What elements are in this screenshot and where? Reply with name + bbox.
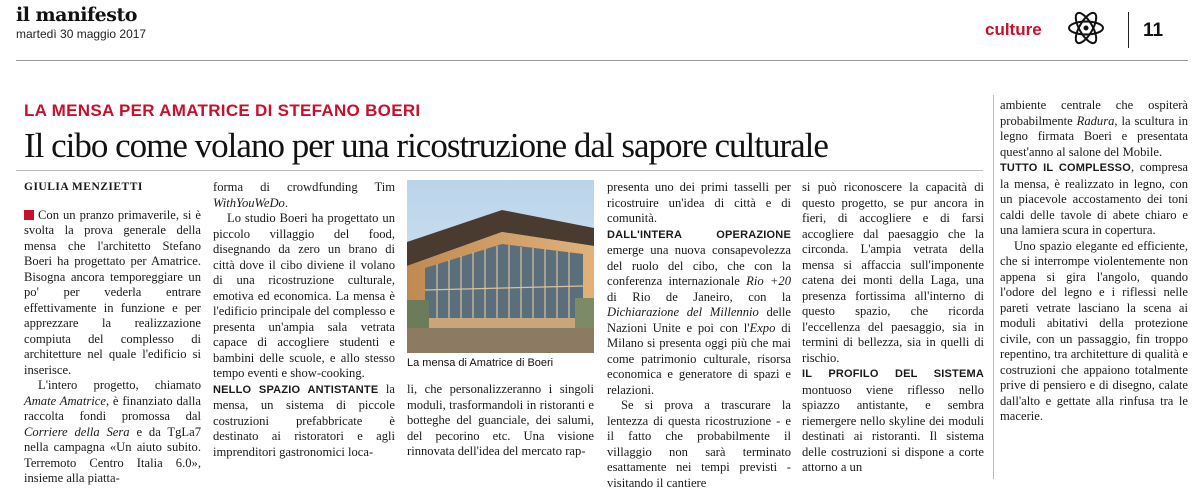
page-number: 11 [1143, 20, 1164, 41]
article-column-3 [407, 382, 594, 479]
article-column-2 [213, 180, 395, 479]
paragraph: li, che personalizzeranno i singoli moduli, trasformandoli in ristoranti e botteghe del guanciale, dei salumi, del pecorino etc. Una visione rinnovata dell'idea del mercato rap- [407, 382, 594, 458]
article-column-6 [1000, 98, 1188, 479]
runin-heading: DALL'INTERA OPERAZIONE [607, 228, 791, 241]
article-kicker: LA MENSA PER AMATRICE DI STEFANO BOERI [24, 101, 421, 120]
header-divider [1128, 12, 1129, 48]
paragraph: TUTTO IL COMPLESSO, compresa la mensa, è realizzato in legno, con un piacevole accostamento dei toni caldi delle tavole di abete chiaro e una lamiera scura in copertura. [1000, 160, 1188, 237]
article-photo[interactable] [407, 180, 594, 353]
headline-rule [16, 170, 983, 171]
issue-date: martedì 30 maggio 2017 [16, 27, 147, 41]
article-headline: Il cibo come volano per una ricostruzione dal sapore culturale [24, 126, 828, 165]
paragraph: IL PROFILO DEL SISTEMA montuoso viene riflesso nello spiazzo antistante, e sembra riemergere nello skyline dei moduli destinati ai ristoranti. Il sistema delle costruzioni si dispone a corte attorno a un [802, 368, 984, 474]
photo-caption: La mensa di Amatrice di Boeri [407, 357, 554, 369]
paragraph: ambiente centrale che ospiterà probabilmente Radura, la scultura in legno firmata Boeri e presentata quest'anno al salone del Mobile. [1000, 98, 1188, 159]
paragraph: L'intero progetto, chiamato Amate Amatrice, è finanziato dalla raccolta fondi promossa dal Corriere della Sera e da TgLa7 nella campagna «Un aiuto subito. Terremoto Centro Italia 6.0», insieme alla piatta- [24, 378, 201, 485]
section-name[interactable]: culture [985, 20, 1042, 39]
paragraph: forma di crowdfunding Tim WithYouWeDo. [213, 180, 395, 210]
header-rule [16, 60, 1188, 61]
paragraph: si può riconoscere la capacità di questo progetto, se pur ancora in fieri, di accogliere e di farsi accogliere dal paesaggio che la circonda. L'ampia vetrata della mensa si affaccia sull'imponente catena dei monti della Laga, una presenza fortissima all'interno di questo spazio, che ricorda l'eccellenza del paesaggio, sia in termini di bellezza, sia in quelli di rischio. [802, 180, 984, 365]
paragraph: presenta uno dei primi tasselli per ricostruire un'idea di città e di comunità. [607, 180, 791, 225]
paragraph: Se si prova a trascurare la lentezza di questa ricostruzione - e il fatto che probabilmente il villaggio non sarà terminato esattamente nei tempi previsti - visitando il cantiere [607, 398, 791, 490]
masthead [16, 4, 146, 42]
byline: GIULIA MENZIETTI [24, 181, 143, 193]
atom-icon [1066, 8, 1106, 48]
runin-heading: IL PROFILO DEL SISTEMA [802, 368, 984, 380]
runin-heading: NELLO SPAZIO ANTISTANTE [213, 383, 379, 396]
paragraph: NELLO SPAZIO ANTISTANTE la mensa, un sistema di piccole costruzioni prefabbricate è destinato ai ristoratori e agli imprenditori gastronomici loca- [213, 381, 395, 459]
article-column-4 [607, 180, 791, 490]
paragraph: DALL'INTERA OPERAZIONE emerge una nuova consapevolezza del ruolo del cibo, che con la conferenza internazionale Rio +20 di Rio de Janeiro, con la Dichiarazione del Millennio delle Nazioni Unite e poi con l'Expo di Milano si presenta oggi più che mai come patrimonio culturale, risorsa economica e generatore di spazi e relazioni. [607, 228, 791, 397]
newspaper-logo[interactable]: il manifesto [16, 4, 137, 26]
paragraph: Con un pranzo primaverile, si è svolta la prova generale della mensa che l'architetto Stefano Boeri ha progettato per Amatrice. Bisogna ancora temporeggiare un po' per vederla entrare effettivamente in funzione e per apprezzare la realizzazione compiuta del complesso di architetture nel quale l'edificio si inserisce. [24, 207, 201, 377]
runin-heading: TUTTO IL COMPLESSO [1000, 162, 1131, 174]
section-bullet-icon [24, 210, 34, 220]
article-column-1 [24, 180, 201, 485]
paragraph: Lo studio Boeri ha progettato un piccolo villaggio del food, disegnando da zero un brano di città dove il cibo diviene il volano di una ricostruzione culturale, emotiva ed economica. La mensa è l'edificio principale del complesso e presenta un'ampia sala vetrata capace di accogliere studenti e bambini delle scuole, e allo stesso tempo eventi e show-cooking. [213, 211, 395, 380]
paragraph: Uno spazio elegante ed efficiente, che si interrompe violentemente non appena si gira l'angolo, quando l'odore del legno e i riflessi nelle pareti vetrate lasciano la scena ai moduli abitativi della protezione civile, con un passaggio, fin troppo repentino, tra architetture di qualità e costruzioni che appaiono totalmente prive di pensiero e di disegno, calate dall'alto e gettate alla rinfusa tra le macerie. [1000, 238, 1188, 423]
column-divider [993, 95, 994, 479]
article-column-5 [802, 180, 984, 479]
